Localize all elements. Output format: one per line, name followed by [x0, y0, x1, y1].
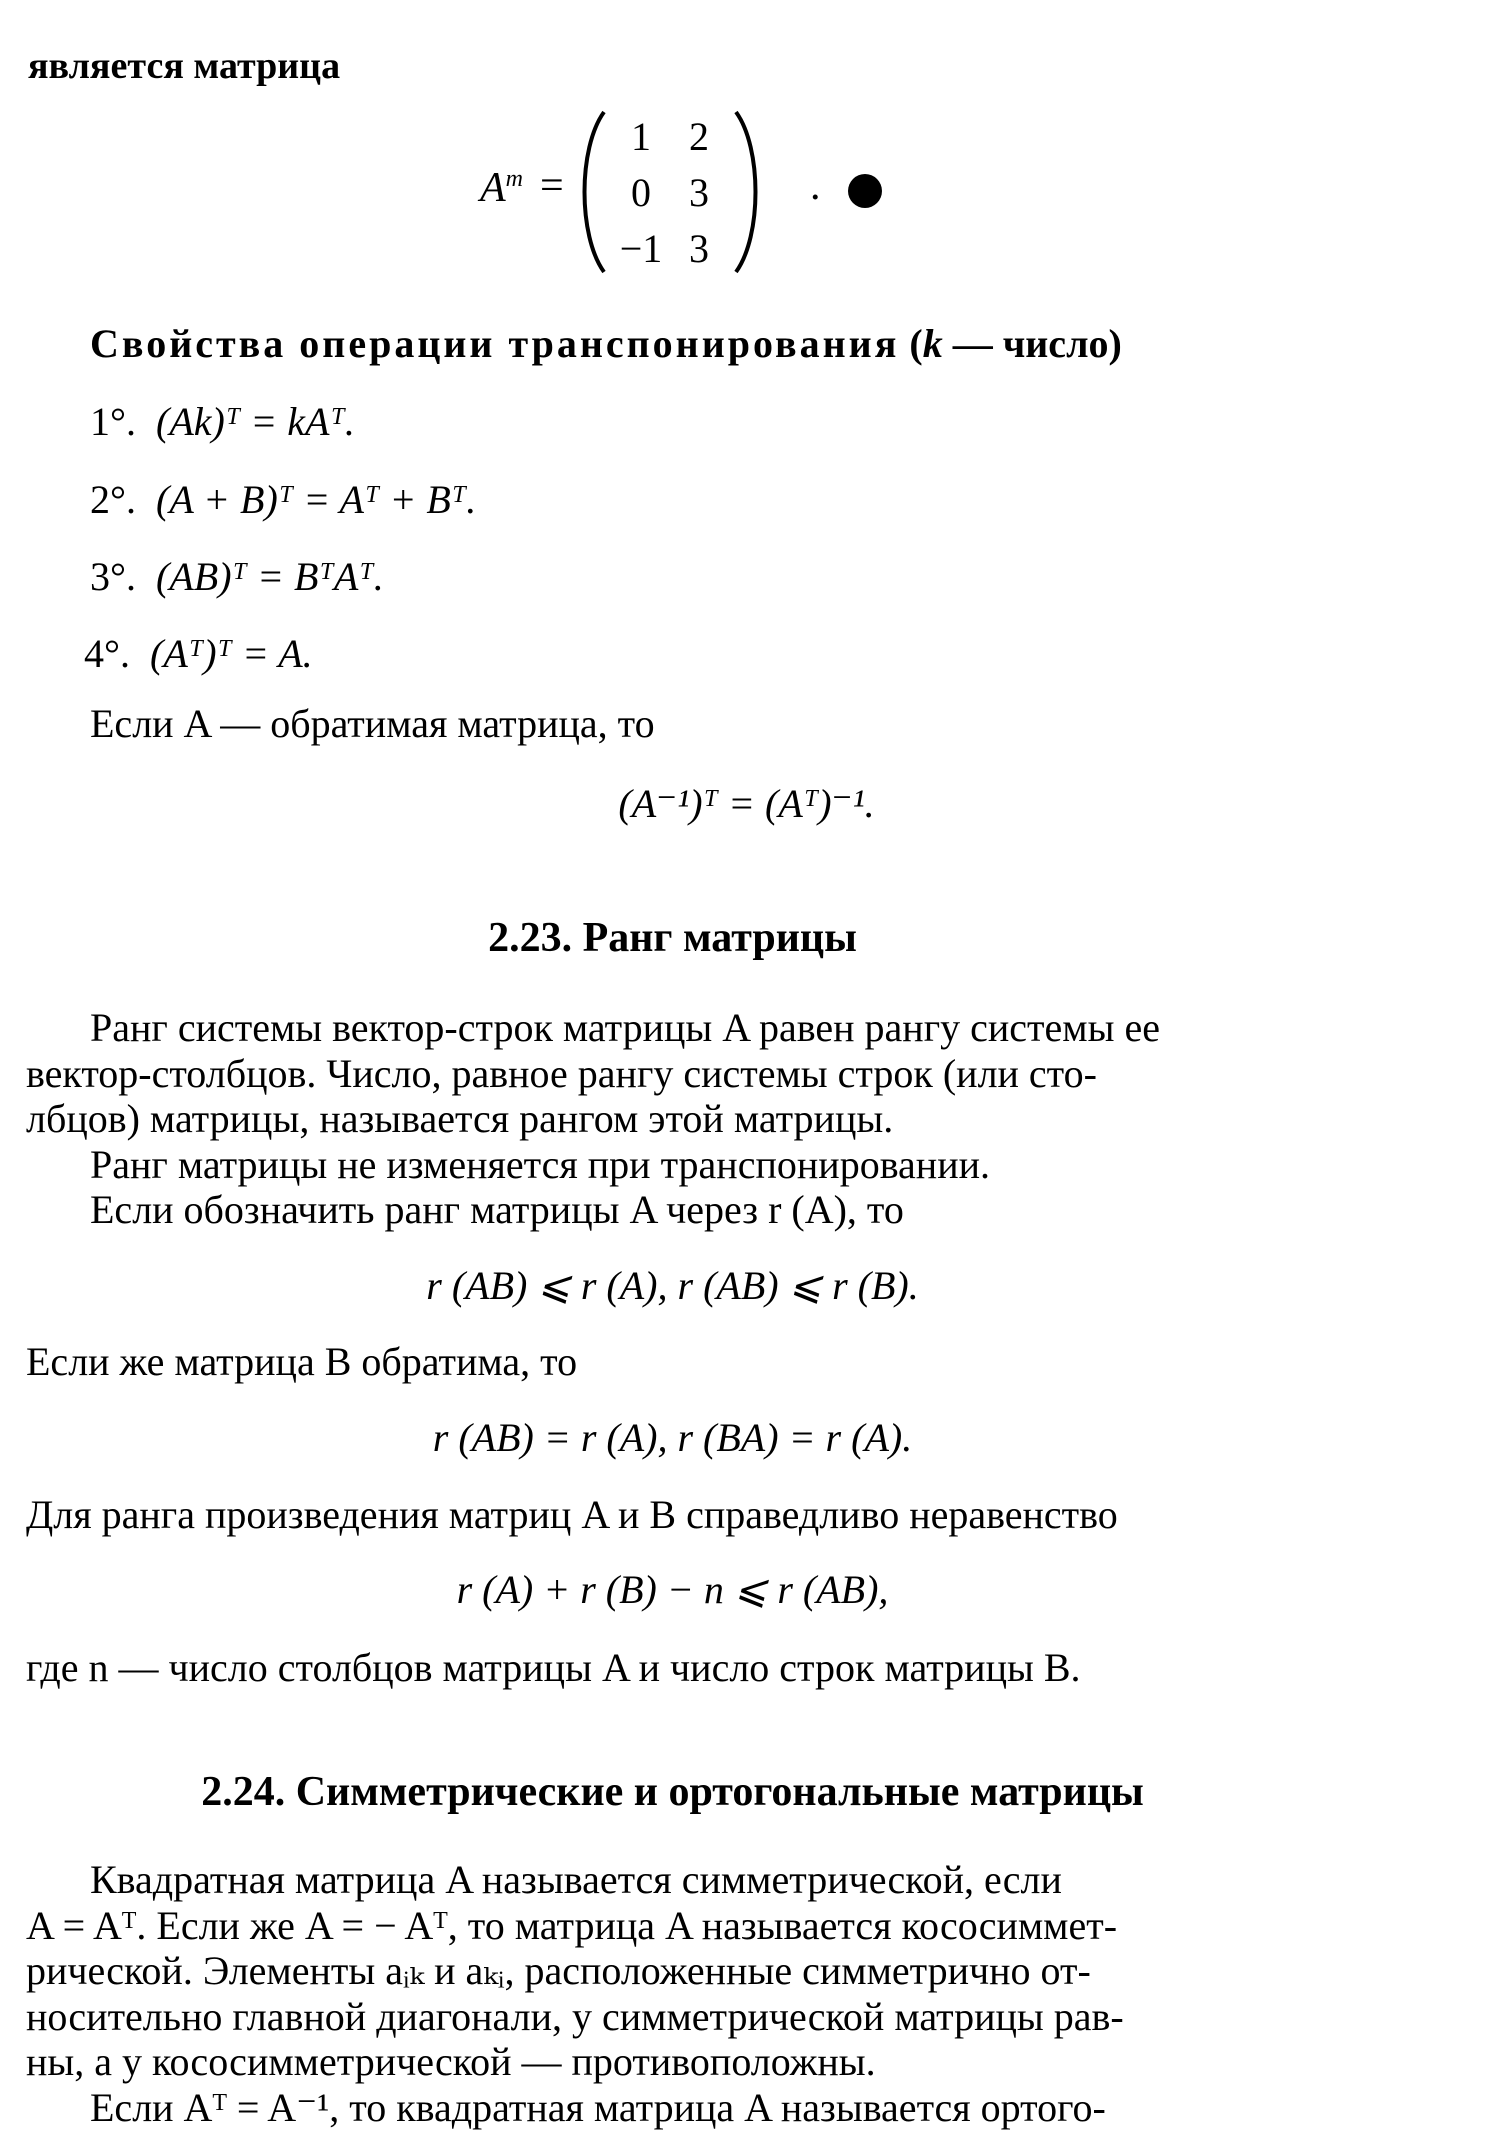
matrix-lhs [480, 164, 523, 212]
property-number: 2°. [90, 477, 136, 522]
property-item [84, 630, 313, 678]
symmetric-paragraph-line: ны, а у кососимметрической — противоположны. [26, 2039, 876, 2084]
property-number: 3°. [90, 554, 136, 599]
end-of-example-bullet-icon [848, 174, 882, 208]
section-heading-symmetric: 2.24. Симметрические и ортогональные матрицы [201, 1769, 1144, 1815]
matrix-cell: 3 [689, 225, 709, 271]
rank-formula-1: r (AB) ⩽ r (A), r (AB) ⩽ r (B). [426, 1263, 919, 1308]
rank-text-where: где n — число столбцов матрицы A и число строк матрицы B. [26, 1645, 1081, 1690]
matrix-right-paren [728, 108, 768, 276]
matrix-cell: −1 [619, 225, 663, 271]
matrix-equals-sign: = [540, 163, 564, 209]
property-item [90, 476, 476, 524]
properties-title-note-k: k [922, 321, 943, 366]
properties-title-line [90, 320, 1122, 368]
symmetric-last-line: Если Aᵀ = A⁻¹, то квадратная матрица A называется ортого- [90, 2085, 1106, 2130]
matrix-cell: 2 [689, 113, 709, 159]
rank-paragraph-line: лбцов) матрицы, называется рангом этой матрицы. [26, 1096, 894, 1141]
properties-title: Свойства операции транспонирования [90, 321, 900, 366]
properties-title-note-prefix: ( [909, 321, 923, 366]
transpose-matrix-equation [480, 108, 900, 276]
property-formula: (Aᵀ)ᵀ = A. [150, 631, 313, 676]
symmetric-paragraph-line: рической. Элементы aᵢₖ и aₖᵢ, расположенные симметрично от- [26, 1948, 1091, 1993]
property-number: 1°. [90, 399, 136, 444]
property-formula: (A + B)ᵀ = Aᵀ + Bᵀ. [156, 477, 477, 522]
matrix-grid [612, 108, 728, 276]
matrix-lhs-base: A [480, 165, 506, 211]
section-heading-rank: 2.23. Ранг матрицы [488, 915, 857, 961]
matrix-cell: 3 [689, 169, 709, 215]
property-item [90, 398, 355, 446]
rank-paragraph-2: Ранг матрицы не изменяется при транспонировании. [90, 1142, 991, 1187]
rank-formula-2: r (AB) = r (A), r (BA) = r (A). [432, 1415, 913, 1460]
matrix-cell: 0 [631, 169, 651, 215]
property-item [90, 553, 384, 601]
symmetric-paragraph-line: A = Aᵀ. Если же A = − Aᵀ, то матрица A называется кососиммет- [26, 1903, 1118, 1948]
invertible-text: Если A — обратимая матрица, то [90, 701, 655, 746]
intro-text: является матрица [28, 45, 341, 87]
matrix-period: . [810, 163, 821, 209]
matrix-cell: 1 [631, 113, 651, 159]
matrix-left-paren [572, 108, 612, 276]
rank-text-product: Для ранга произведения матриц A и B справедливо неравенство [26, 1492, 1118, 1537]
rank-paragraph-line: вектор-столбцов. Число, равное рангу системы строк (или сто- [26, 1051, 1097, 1096]
symmetric-paragraph-line: носительно главной диагонали, у симметрической матрицы рав- [26, 1994, 1124, 2039]
invertible-formula: (A⁻¹)ᵀ = (Aᵀ)⁻¹. [618, 781, 875, 826]
rank-formula-3: r (A) + r (B) − n ⩽ r (AB), [456, 1567, 889, 1612]
property-number: 4°. [84, 631, 130, 676]
property-formula: (Ak)ᵀ = kAᵀ. [156, 399, 355, 444]
properties-title-note-rest: — число) [942, 321, 1122, 366]
property-formula: (AB)ᵀ = BᵀAᵀ. [156, 554, 384, 599]
rank-paragraph-line: Ранг системы вектор-строк матрицы A равен рангу системы ее [90, 1005, 1160, 1050]
symmetric-paragraph-line: Квадратная матрица A называется симметрической, если [90, 1857, 1062, 1902]
rank-text-b-invertible: Если же матрица B обратима, то [26, 1339, 578, 1384]
matrix-lhs-sup: т [505, 166, 523, 192]
rank-paragraph-3: Если обозначить ранг матрицы A через r (A), то [90, 1187, 904, 1232]
